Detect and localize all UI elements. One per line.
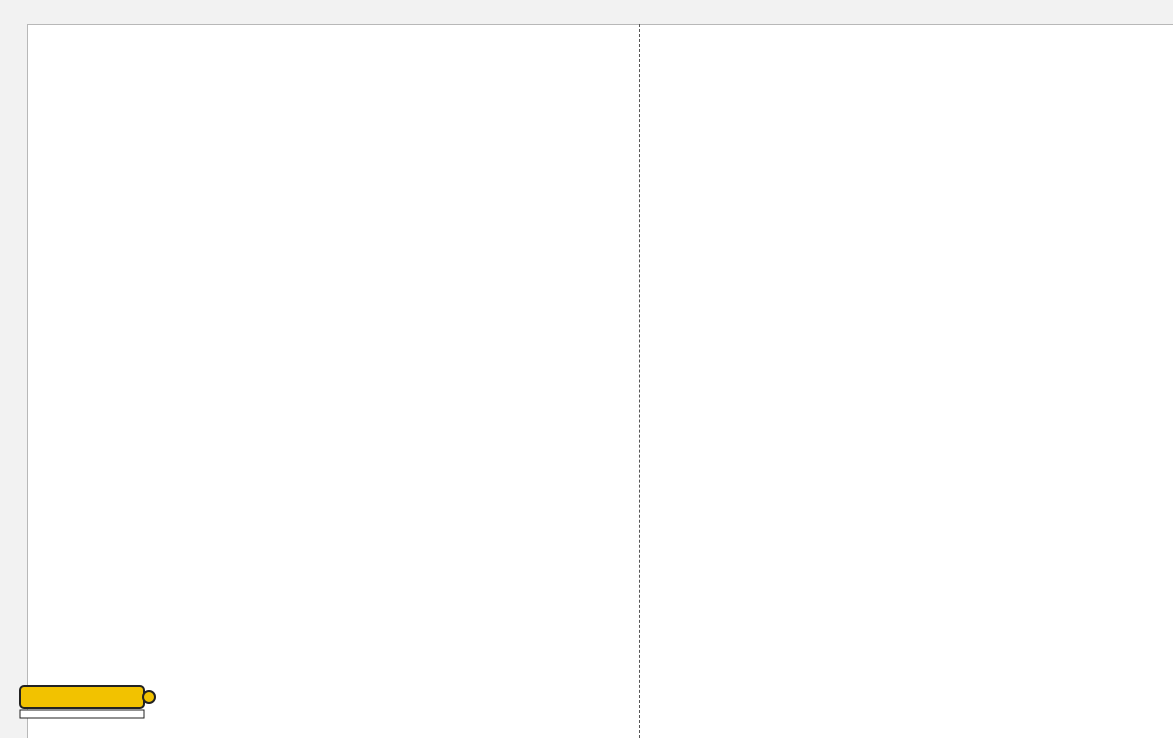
page-break-line — [639, 24, 640, 738]
row-headers — [0, 24, 28, 738]
column-headers — [0, 0, 1173, 25]
gezenbilir-logo — [18, 684, 158, 720]
